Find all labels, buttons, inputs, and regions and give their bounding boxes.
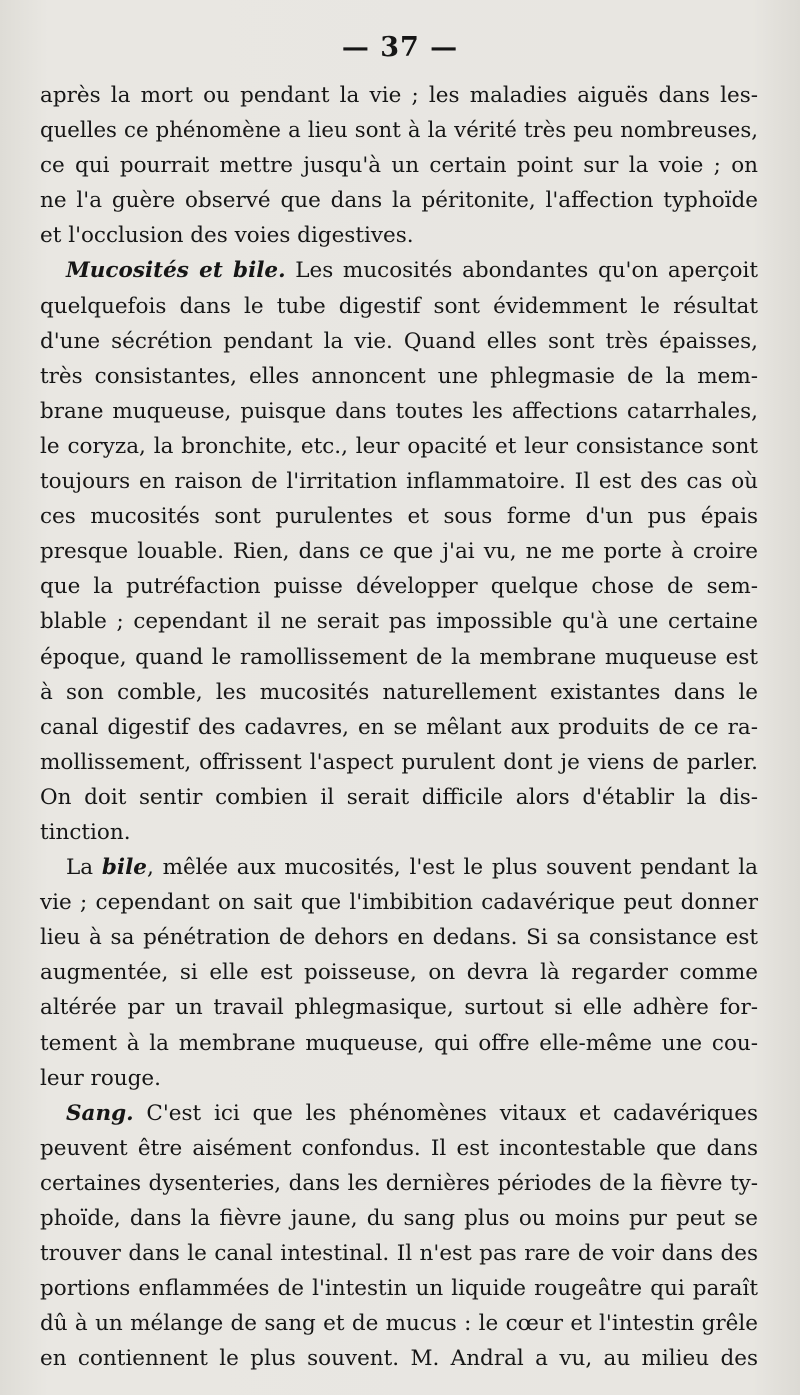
line-text: certaines dysenteries, dans les dernières périodes de la fièvre ty- <box>40 1170 758 1196</box>
line-text: tinction. <box>40 819 131 845</box>
text-line <box>40 815 758 850</box>
text-line <box>40 1201 758 1236</box>
line-text: dû à un mélange de sang et de mucus : le cœur et l'intestin grêle <box>40 1311 758 1337</box>
text-line <box>40 289 758 324</box>
text-line <box>40 534 758 569</box>
text-line <box>40 640 758 675</box>
text-line <box>40 253 758 288</box>
text-line <box>40 113 758 148</box>
line-text: ce qui pourrait mettre jusqu'à un certain point sur la voie ; on <box>40 153 758 179</box>
line-text: mollissement, offrissent l'aspect purulent dont je viens de parler. <box>40 749 758 775</box>
line-text: lieu à sa pénétration de dehors en dedans. Si sa consistance est <box>40 925 758 951</box>
line-text: altérée par un travail phlegmasique, surtout si elle adhère for- <box>40 995 758 1021</box>
text-line <box>40 1236 758 1271</box>
text-line <box>40 675 758 710</box>
text-line <box>40 850 758 885</box>
text-line <box>40 990 758 1025</box>
line-text: ne l'a guère observé que dans la péritonite, l'affection typhoïde <box>40 188 758 214</box>
italic-heading: Mucosités et bile. <box>66 258 286 284</box>
line-text: après la mort ou pendant la vie ; les maladies aiguës dans les- <box>40 83 758 108</box>
line-text: et l'occlusion des voies digestives. <box>40 223 414 249</box>
line-text: C'est ici que les phénomènes vitaux et cadavériques <box>133 1100 758 1126</box>
line-text: quelles ce phénomène a lieu sont à la vérité très peu nombreuses, <box>40 118 758 144</box>
line-text: peuvent être aisément confondus. Il est incontestable que dans <box>40 1135 758 1161</box>
line-text: à son comble, les mucosités naturellement existantes dans le <box>40 679 758 705</box>
line-text: ces mucosités sont purulentes et sous forme d'un pus épais <box>40 504 758 530</box>
text-line <box>40 920 758 955</box>
line-text: en contiennent le plus souvent. M. Andral a vu, au milieu des <box>40 1346 758 1372</box>
text-line <box>40 394 758 429</box>
text-line <box>40 359 758 394</box>
text-line <box>40 218 758 253</box>
text-line <box>40 429 758 464</box>
line-text: d'une sécrétion pendant la vie. Quand elles sont très épaisses, <box>40 328 758 354</box>
text-line <box>40 464 758 499</box>
text-line <box>40 148 758 183</box>
text-line <box>40 1131 758 1166</box>
text-line <box>40 745 758 780</box>
line-text: , mêlée aux mucosités, l'est le plus souvent pendant la <box>146 855 758 881</box>
line-text: époque, quand le ramollissement de la membrane muqueuse est <box>40 644 758 670</box>
line-text: tement à la membrane muqueuse, qui offre elle-même une cou- <box>40 1030 758 1056</box>
text-line <box>40 569 758 604</box>
line-text: vie ; cependant on sait que l'imbibition cadavérique peut donner <box>40 890 758 916</box>
text-line <box>40 780 758 815</box>
text-line <box>40 183 758 218</box>
line-text: trouver dans le canal intestinal. Il n'est pas rare de voir dans des <box>40 1241 758 1267</box>
text-line <box>40 955 758 990</box>
text-line <box>40 1271 758 1306</box>
text-line <box>40 604 758 639</box>
line-prefix: La <box>66 855 102 881</box>
italic-heading: bile <box>101 855 147 881</box>
page-number: — 37 — <box>341 32 459 63</box>
line-text: portions enflammées de l'intestin un liquide rougeâtre qui paraît <box>40 1276 758 1302</box>
line-text: blable ; cependant il ne serait pas impossible qu'à une certaine <box>40 609 758 635</box>
line-text: phoïde, dans la fièvre jaune, du sang plus ou moins pur peut se <box>40 1206 758 1231</box>
text-line <box>40 1166 758 1201</box>
text-line <box>40 1306 758 1341</box>
body-text <box>40 78 758 1376</box>
line-text: très consistantes, elles annoncent une phlegmasie de la mem- <box>40 363 758 389</box>
text-line <box>40 1341 758 1376</box>
line-text: toujours en raison de l'irritation inflammatoire. Il est des cas où <box>40 469 758 495</box>
line-text: quelquefois dans le tube digestif sont évidemment le résultat <box>40 293 758 319</box>
line-text: que la putréfaction puisse développer quelque chose de sem- <box>40 574 758 600</box>
text-line <box>40 324 758 359</box>
italic-heading: Sang. <box>66 1100 134 1126</box>
text-line <box>40 1096 758 1131</box>
text-line <box>40 710 758 745</box>
text-line <box>40 1026 758 1061</box>
text-line <box>40 78 758 113</box>
line-text: Les mucosités abondantes qu'on aperçoit <box>285 258 758 284</box>
line-text: On doit sentir combien il serait difficile alors d'établir la dis- <box>40 784 758 810</box>
line-text: canal digestif des cadavres, en se mêlant aux produits de ce ra- <box>40 714 758 740</box>
line-text: leur rouge. <box>40 1065 161 1091</box>
text-line <box>40 499 758 534</box>
line-text: le coryza, la bronchite, etc., leur opacité et leur consistance sont <box>40 433 758 459</box>
line-text: augmentée, si elle est poisseuse, on devra là regarder comme <box>40 960 758 986</box>
text-line <box>40 1061 758 1096</box>
line-text: brane muqueuse, puisque dans toutes les affections catarrhales, <box>40 398 758 424</box>
text-line <box>40 885 758 920</box>
line-text: presque louable. Rien, dans ce que j'ai vu, ne me porte à croire <box>40 539 758 565</box>
